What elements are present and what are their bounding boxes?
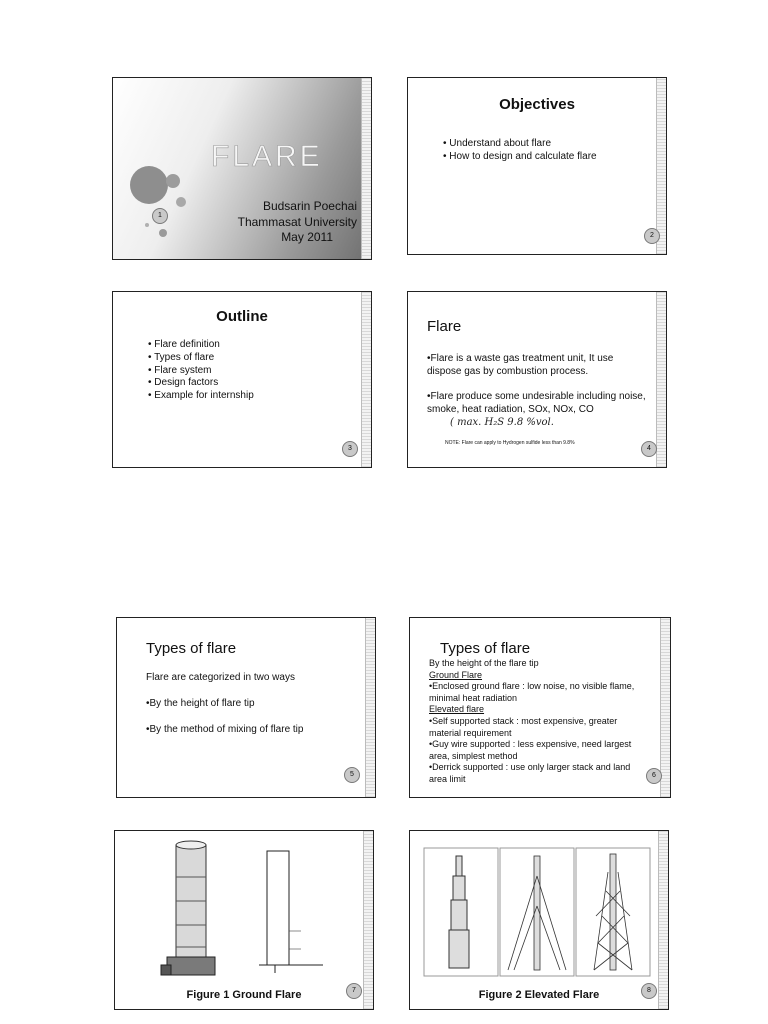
details-text <box>429 658 661 786</box>
text-line: •Enclosed ground flare : low noise, no visible flame, <box>429 681 635 692</box>
bullet-item: • How to design and calculate flare <box>443 151 597 164</box>
slide-number-badge: 3 <box>342 441 358 457</box>
text-line: •Derrick supported : use only larger stack and land <box>429 762 631 773</box>
bullet-item: • Flare system <box>148 365 254 378</box>
paragraph-undesirable: •Flare produce some undesirable including noise, smoke, heat radiation, SOx, NOx, CO <box>427 391 646 415</box>
slide-title: Flare <box>427 318 462 335</box>
scan-edge <box>361 78 371 259</box>
paragraph-definition: •Flare is a waste gas treatment unit, It use dispose gas by combustion process. <box>427 353 614 377</box>
derrick-stack-drawing <box>594 854 632 970</box>
decorative-circle-dot <box>145 223 149 227</box>
slide-5-types-of-flare <box>116 617 376 798</box>
decorative-circle-tiny <box>159 229 167 237</box>
slide-8-elevated-flare-figure <box>409 830 669 1010</box>
subheading-elevated-flare: Elevated flare <box>429 704 485 715</box>
slide-2-objectives <box>407 77 667 255</box>
handwritten-note: ( max. H₂S 9.8 %vol. <box>450 417 554 428</box>
flare-stack-body <box>176 845 206 969</box>
slide-number-badge: 8 <box>641 983 657 999</box>
slide-7-ground-flare-figure <box>114 830 374 1010</box>
elevated-flare-illustrations <box>422 846 652 991</box>
bullet-mixing: •By the method of mixing of flare tip <box>146 724 304 735</box>
slide-number-badge: 4 <box>641 441 657 457</box>
figure-caption: Figure 2 Elevated Flare <box>478 989 600 1001</box>
slide-number-badge: 6 <box>646 768 662 784</box>
slide-number-badge: 2 <box>644 228 660 244</box>
bullet-list <box>148 339 254 403</box>
subheading-ground-flare: Ground Flare <box>429 669 483 680</box>
slide-number-badge: 1 <box>152 208 168 224</box>
text-line: •Self supported stack : most expensive, greater <box>429 715 618 726</box>
scan-edge <box>660 618 670 797</box>
decorative-circle-medium <box>166 174 180 188</box>
scan-edge <box>656 292 666 467</box>
guy-wire-stack-drawing <box>508 856 566 970</box>
university-name: Thammasat University <box>237 215 357 229</box>
slide-number-badge: 7 <box>346 983 362 999</box>
slide-title: Objectives <box>499 96 575 113</box>
decorative-circle-small <box>176 197 186 207</box>
flare-stack-top <box>176 841 206 849</box>
footnote: NOTE: Flare can apply to Hydrogen sulfide less than 9.8% <box>445 440 575 446</box>
scan-edge <box>365 618 375 797</box>
slide-4-flare <box>407 291 667 468</box>
decorative-circle-large <box>130 166 168 204</box>
presentation-date: May 2011 <box>281 230 333 244</box>
author-name: Budsarin Poechai <box>262 199 357 213</box>
bullet-item: • Example for internship <box>148 390 254 403</box>
slide-title: Types of flare <box>440 640 531 657</box>
slide-6-types-of-flare-height <box>409 617 671 798</box>
text-line: By the height of the flare tip <box>429 658 539 668</box>
figure-caption: Figure 1 Ground Flare <box>186 989 302 1001</box>
flare-base-equipment <box>167 957 215 975</box>
slide-1-title <box>112 77 372 260</box>
bullet-list <box>443 138 597 164</box>
text-line: minimal heat radiation <box>429 692 518 703</box>
ground-flare-illustration <box>125 839 365 989</box>
bullet-item: • Design factors <box>148 377 254 390</box>
text-line: area, simplest method <box>429 750 518 761</box>
slide-title-flare: FLARE <box>211 140 323 173</box>
text-line: material requirement <box>429 727 512 738</box>
slide-title: Outline <box>216 308 268 325</box>
intro-line: Flare are categorized in two ways <box>146 672 295 683</box>
slide-title: Types of flare <box>146 640 237 657</box>
self-supported-stack-drawing <box>449 856 469 968</box>
text-line: area limit <box>429 773 466 784</box>
scan-edge <box>658 831 668 1009</box>
elevation-drawing-stack <box>267 851 289 965</box>
bullet-item: • Flare definition <box>148 339 254 352</box>
bullet-item: • Types of flare <box>148 352 254 365</box>
bullet-item: • Understand about flare <box>443 138 597 151</box>
slide-number-badge: 5 <box>344 767 360 783</box>
slide-3-outline <box>112 291 372 468</box>
text-line: •Guy wire supported : less expensive, need largest <box>429 739 632 750</box>
bullet-height: •By the height of flare tip <box>146 698 255 709</box>
